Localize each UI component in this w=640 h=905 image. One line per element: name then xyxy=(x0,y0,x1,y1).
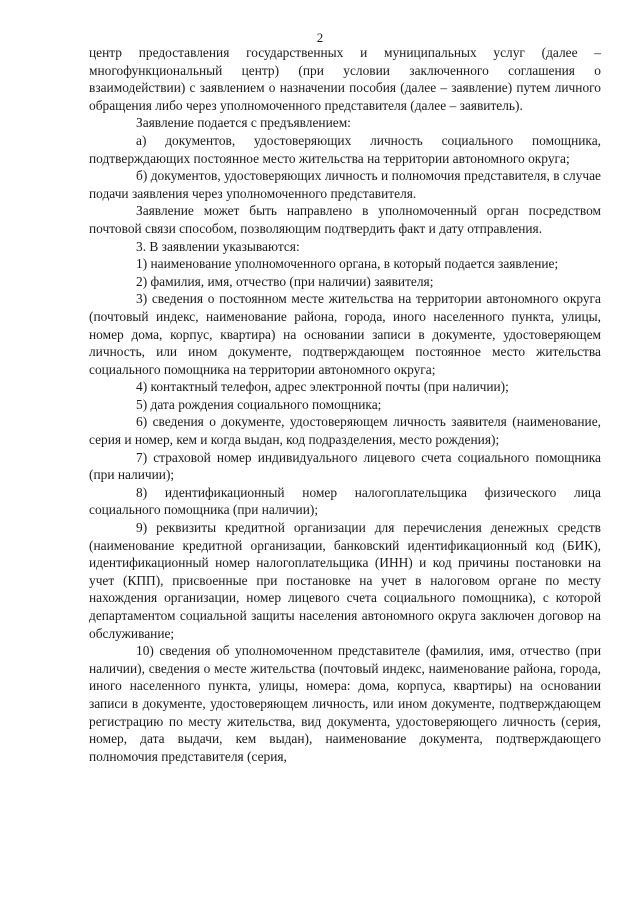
paragraph-item-6: 6) сведения о документе, удостоверяющем личность заявителя (наименование, серия и номер, кем и когда выдан, код подразделения, место рождения); xyxy=(89,414,601,448)
paragraph-item-8: 8) идентификационный номер налогоплательщика физического лица социального помощника (при наличии); xyxy=(89,484,601,518)
paragraph-submission-intro: Заявление подается с предъявлением: xyxy=(136,115,351,131)
paragraph-item-5: 5) дата рождения социального помощника; xyxy=(136,396,382,412)
paragraph-item-b: б) документов, удостоверяющих личность и полномочия представителя, в случае подачи заявления через уполномоченного представителя. xyxy=(89,168,601,201)
paragraph-item-a: а) документов, удостоверяющих личность социального помощника, подтверждающих постоянное место жительства на территории автономного округа; xyxy=(89,132,601,166)
paragraph-item-3: 3) сведения о постоянном месте жительства на территории автономного округа (почтовый индекс, наименование района, города, иного населенного пункта, улицы, номер дома, корпус, квартира) на основании записи в документе, удостоверяющем личность, или ином документе, подтверждающем постоянное место жительства социального помощника на территории автономного округа; xyxy=(89,291,601,377)
paragraph-item-1: 1) наименование уполномоченного органа, в который подается заявление; xyxy=(136,256,559,272)
paragraph-postal-submission: Заявление может быть направлено в уполномоченный орган посредством почтовой связи способом, позволяющим подтвердить факт и дату отправления. xyxy=(89,203,601,236)
paragraph-continuation: центр предоставления государственных и муниципальных услуг (далее – многофункциональный центр) (при условии заключенного соглашения о взаимодействии) с заявлением о назначении пособия (далее – заявление) путем личного обращения либо через уполномоченного представителя (далее – заявитель). xyxy=(89,45,601,113)
paragraph-item-9: 9) реквизиты кредитной организации для перечисления денежных средств (наименование кредитной организации, банковский идентификационный код (БИК), идентификационный номер налогоплательщика (ИНН) и код причины постановки на учет (КПП), присвоенные при постановке на учет в налоговом органе по месту нахождения организации, номер лицевого счета социального помощника), с которой департаментом социальной защиты населения автономного округа заключен договор на обслуживание; xyxy=(89,520,601,641)
paragraph-item-2: 2) фамилия, имя, отчество (при наличии) заявителя; xyxy=(136,273,434,289)
paragraph-item-10: 10) сведения об уполномоченном представителе (фамилия, имя, отчество (при наличии), сведения о месте жительства (почтовый индекс, наименование района, города, иного населенного пункта, улицы, номера: дома, корпуса, квартиры) на основании записи в документе, удостоверяющем личность, или ином документе, подтверждающем регистрацию по месту жительства, вид документа, удостоверяющего личность (серия, номер, дата выдачи, кем выдан), наименование документа, подтверждающего полномочия представителя (серия, xyxy=(89,643,601,764)
paragraph-item-7: 7) страховой номер индивидуального лицевого счета социального помощника (при наличии); xyxy=(89,449,601,483)
page-number: 2 xyxy=(316,30,324,45)
paragraph-section-3: 3. В заявлении указываются: xyxy=(136,238,300,254)
paragraph-item-4: 4) контактный телефон, адрес электронной почты (при наличии); xyxy=(136,379,509,395)
document-body xyxy=(89,44,601,765)
